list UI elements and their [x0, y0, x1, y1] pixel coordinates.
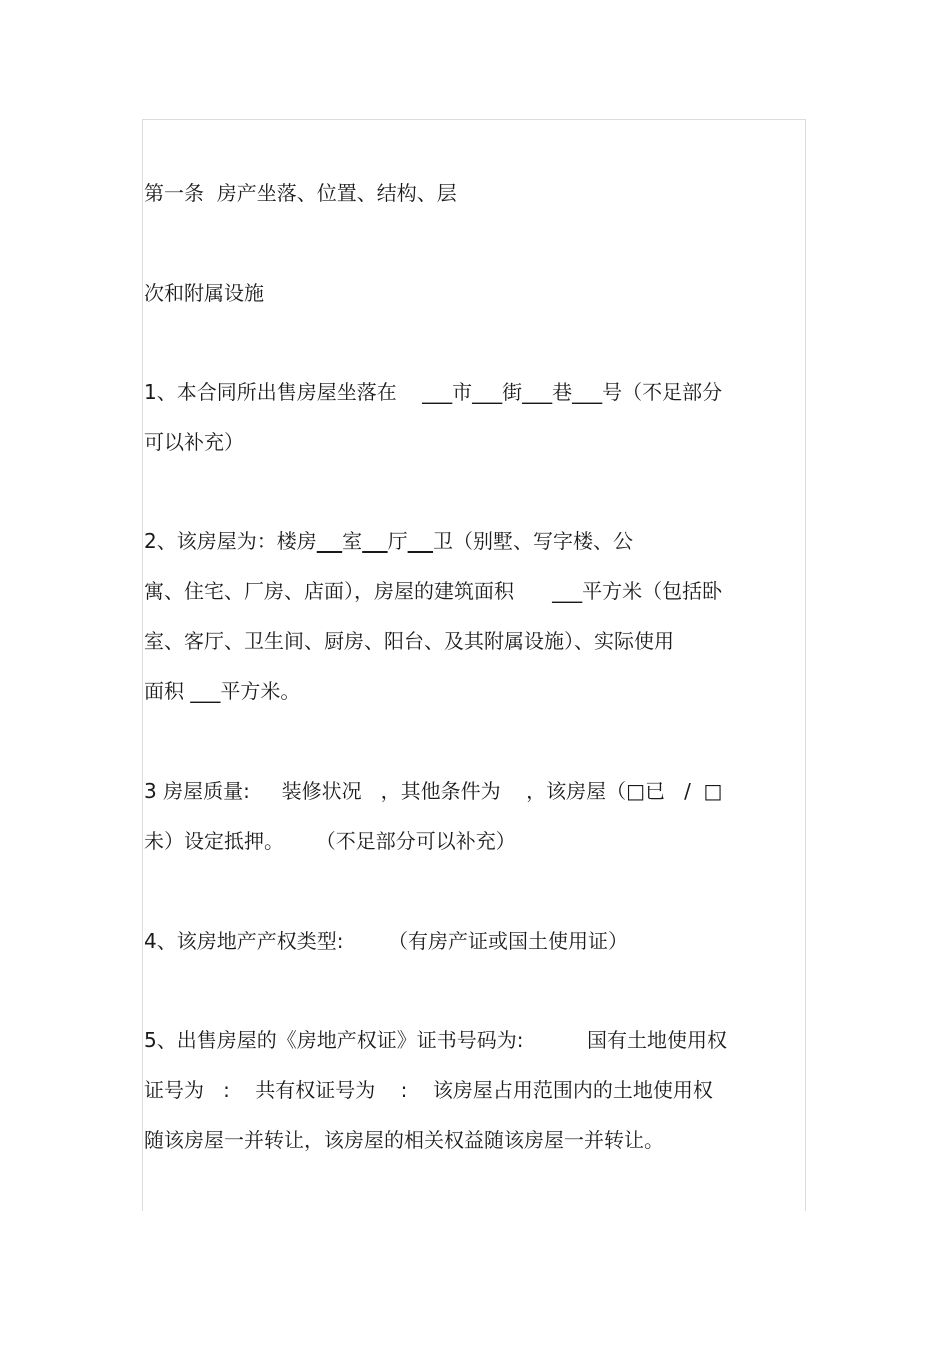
clause-2-suffix: 卫（别墅、写字楼、公 — [433, 529, 634, 553]
clause-2-line-1 — [144, 527, 633, 555]
room-unit: 室 — [342, 529, 363, 553]
hall-count-blank — [362, 529, 387, 553]
clause-3-line-2: 未）设定抵押。 （不足部分可以补充） — [144, 829, 516, 853]
article-title-line-2: 次和附属设施 — [144, 281, 264, 305]
clause-5-line-2: 证号为 : 共有权证号为 : 该房屋占用范围内的土地使用权 — [144, 1078, 713, 1102]
bath-count-blank — [408, 529, 433, 553]
clause-5-line-1: 5、出售房屋的《房地产权证》证书号码为: 国有土地使用权 — [144, 1028, 728, 1052]
room-count-blank — [317, 529, 342, 553]
clause-2-line-2: 寓、住宅、厂房、店面），房屋的建筑面积 ___平方米（包括卧 — [144, 579, 723, 603]
clause-1-line-2: 可以补充） — [144, 430, 244, 454]
article-title-line-1: 第一条 房产坐落、位置、结构、层 — [144, 181, 457, 205]
clause-4-line-1: 4、该房地产产权类型: （有房产证或国土使用证） — [144, 929, 628, 953]
clause-2-prefix: 2、该房屋为：楼房 — [144, 529, 317, 553]
clause-5-line-3: 随该房屋一并转让，该房屋的相关权益随该房屋一并转让。 — [144, 1128, 664, 1152]
clause-2-line-3: 室、客厅、卫生间、厨房、阳台、及其附属设施）、实际使用 — [144, 629, 674, 653]
clause-1-line-1: 1、本合同所出售房屋坐落在 ___市___街___巷___号（不足部分 — [144, 380, 723, 404]
clause-3-line-1: 3 房屋质量: 装修状况 ，其他条件为 ，该房屋（□已 / □ — [144, 779, 723, 803]
hall-unit: 厅 — [387, 529, 408, 553]
clause-2-line-4: 面积 ___平方米。 — [144, 679, 301, 703]
